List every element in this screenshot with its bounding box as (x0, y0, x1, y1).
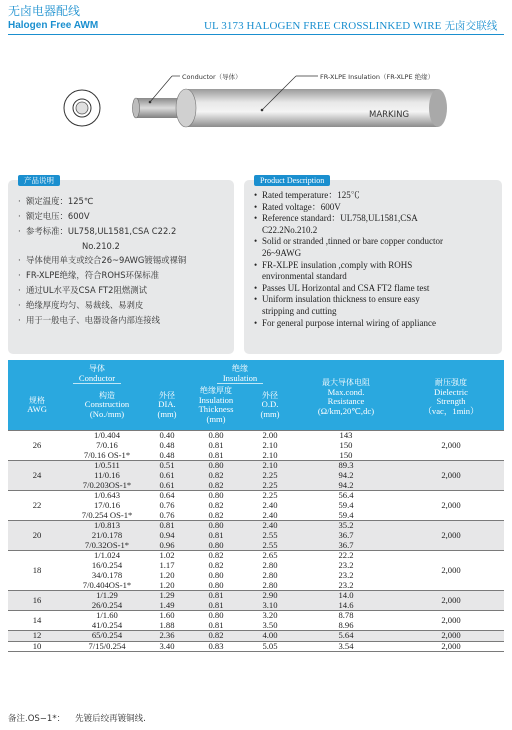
footnote-text: 先镀后绞再镀铜线. (75, 714, 146, 724)
cell-resistance: 3.54 (294, 641, 398, 652)
cell-resistance: 23.2 (294, 581, 398, 591)
list-item: • Solid or stranded ,tinned or bare copper conductor 26~9AWG (254, 236, 443, 258)
table-row (8, 521, 504, 531)
list-item: • Uniform insulation thickness to ensure easy stripping and cutting (254, 294, 420, 316)
cell-resistance: 36.7 (294, 541, 398, 551)
cell-diameter: 1.20 (148, 571, 186, 581)
cell-od: 2.25 (246, 481, 294, 491)
cell-diameter: 2.36 (148, 631, 186, 642)
cell-thickness: 0.82 (186, 561, 246, 571)
cell-od: 3.20 (246, 611, 294, 621)
cell-construction: 41/0.254 (66, 621, 148, 631)
cell-od: 2.10 (246, 461, 294, 471)
cell-dielectric: 2,000 (398, 491, 504, 521)
cell-resistance: 8.96 (294, 621, 398, 631)
header-diameter: 外径 DIA. (mm) (148, 384, 186, 431)
cell-awg: 20 (8, 521, 66, 551)
cell-diameter: 0.76 (148, 501, 186, 511)
list-item: • Rated voltage：600V (254, 201, 341, 212)
cell-thickness: 0.81 (186, 441, 246, 451)
cell-construction: 34/0.178 (66, 571, 148, 581)
cell-od: 2.80 (246, 571, 294, 581)
cell-construction: 21/0.178 (66, 531, 148, 541)
cell-od: 2.65 (246, 551, 294, 561)
cell-diameter: 0.48 (148, 441, 186, 451)
table-row (8, 641, 504, 652)
header-insulation: 绝缘 Insulation (186, 360, 294, 384)
cell-dielectric: 2,000 (398, 641, 504, 652)
cell-construction: 1/1.024 (66, 551, 148, 561)
cell-resistance: 59.4 (294, 511, 398, 521)
cell-od: 2.40 (246, 521, 294, 531)
cell-diameter: 0.48 (148, 451, 186, 461)
brand-header (8, 4, 98, 32)
cell-thickness: 0.83 (186, 641, 246, 652)
cell-od: 2.25 (246, 491, 294, 501)
cell-resistance: 35.2 (294, 521, 398, 531)
cell-resistance: 94.2 (294, 471, 398, 481)
cell-diameter: 0.61 (148, 481, 186, 491)
header-divider (8, 34, 504, 35)
cell-od: 2.25 (246, 471, 294, 481)
cell-construction: 1/1.29 (66, 591, 148, 601)
cell-construction: 7/0.32OS-1* (66, 541, 148, 551)
cell-construction: 16/0.254 (66, 561, 148, 571)
spec-table-body (8, 431, 504, 652)
cell-thickness: 0.82 (186, 511, 246, 521)
cell-thickness: 0.80 (186, 541, 246, 551)
spec-table-header (8, 360, 504, 431)
cell-thickness: 0.82 (186, 631, 246, 642)
cell-construction: 7/0.16 OS-1* (66, 451, 148, 461)
list-item: · 用于一般电子、电器设备内部连接线 (18, 315, 160, 326)
cell-construction: 7/0.16 (66, 441, 148, 451)
cell-construction: 1/1.60 (66, 611, 148, 621)
header-awg: 规格 AWG (8, 384, 66, 431)
cell-resistance: 36.7 (294, 531, 398, 541)
table-row (8, 591, 504, 601)
cell-thickness: 0.81 (186, 531, 246, 541)
header-thickness: 绝缘厚度 Insulation Thickness (mm) (186, 384, 246, 431)
cell-dielectric: 2,000 (398, 461, 504, 491)
description-list-en (254, 190, 496, 329)
cell-awg: 22 (8, 491, 66, 521)
cell-construction: 1/0.404 (66, 431, 148, 441)
cell-thickness: 0.82 (186, 471, 246, 481)
cell-od: 2.40 (246, 511, 294, 521)
cell-diameter: 1.02 (148, 551, 186, 561)
cell-od: 2.10 (246, 451, 294, 461)
list-item: • FR-XLPE insulation ,comply with ROHS environmental standard (254, 259, 413, 282)
cell-construction: 17/0.16 (66, 501, 148, 511)
list-item: • Reference standard：UL758,UL1581,CSA C22.2No.210.2 (254, 213, 418, 235)
cell-diameter: 0.51 (148, 461, 186, 471)
product-title-en: UL 3173 HALOGEN FREE CROSSLINKED WIRE (204, 20, 442, 32)
spec-table (8, 360, 504, 652)
cell-construction: 7/0.404OS-1* (66, 581, 148, 591)
list-item: • For general purpose internal wiring of appliance (254, 317, 436, 328)
cell-dielectric: 2,000 (398, 551, 504, 591)
cell-construction: 11/0.16 (66, 471, 148, 481)
cell-dielectric: 2,000 (398, 631, 504, 642)
description-panel-cn (8, 176, 234, 354)
cell-resistance: 59.4 (294, 501, 398, 511)
cell-awg: 16 (8, 591, 66, 611)
cell-diameter: 1.17 (148, 561, 186, 571)
cell-awg: 10 (8, 641, 66, 652)
table-row (8, 611, 504, 621)
cell-dielectric: 2,000 (398, 611, 504, 631)
cell-resistance: 56.4 (294, 491, 398, 501)
cell-resistance: 23.2 (294, 561, 398, 571)
footnote (8, 712, 146, 724)
cell-thickness: 0.81 (186, 621, 246, 631)
cell-od: 3.50 (246, 621, 294, 631)
cell-diameter: 1.20 (148, 581, 186, 591)
cell-construction: 65/0.254 (66, 631, 148, 642)
cell-construction: 1/0.511 (66, 461, 148, 471)
list-item: · 通过UL水平及CSA FT2阻燃测试 (18, 285, 147, 296)
cell-diameter: 0.96 (148, 541, 186, 551)
table-row (8, 491, 504, 501)
list-item: · 额定电压：600V (18, 211, 90, 222)
footnote-label: 备注.OS−1*： (8, 714, 66, 724)
list-item: · 参考标准：UL758,UL1581,CSA C22.2 No.210.2 (18, 226, 177, 251)
list-item: · 导体使用单支或绞合26~9AWG镀锡或裸铜 (18, 254, 187, 265)
description-list-cn (18, 194, 228, 329)
cell-construction: 7/15/0.254 (66, 641, 148, 652)
table-row (8, 431, 504, 441)
cell-od: 2.90 (246, 591, 294, 601)
cell-dielectric: 2,000 (398, 431, 504, 461)
cell-diameter: 0.64 (148, 491, 186, 501)
category-title-en: Halogen Free AWM (8, 20, 99, 31)
product-title (204, 18, 497, 33)
cell-construction: 1/0.643 (66, 491, 148, 501)
table-row (8, 551, 504, 561)
cell-diameter: 3.40 (148, 641, 186, 652)
cell-thickness: 0.80 (186, 581, 246, 591)
cell-resistance: 23.2 (294, 571, 398, 581)
cross-section-icon (64, 90, 100, 126)
cell-diameter: 0.40 (148, 431, 186, 441)
cell-od: 5.05 (246, 641, 294, 652)
table-row (8, 461, 504, 471)
description-tag-cn: 产品说明 (18, 175, 60, 186)
header-dielectric: 耐压强度 Dielectric Strength （vac，1min） (398, 360, 504, 431)
cell-resistance: 22.2 (294, 551, 398, 561)
header-od: 外径 O.D. (mm) (246, 384, 294, 431)
list-item: • Passes UL Horizontal and CSA FT2 flame test (254, 282, 430, 293)
description-tag-en: Product Description (254, 175, 330, 186)
cell-awg: 18 (8, 551, 66, 591)
cell-thickness: 0.80 (186, 461, 246, 471)
cell-thickness: 0.82 (186, 481, 246, 491)
cell-od: 2.55 (246, 531, 294, 541)
cell-od: 3.10 (246, 601, 294, 611)
cell-resistance: 143 (294, 431, 398, 441)
cell-awg: 14 (8, 611, 66, 631)
table-row (8, 631, 504, 642)
cell-resistance: 14.6 (294, 601, 398, 611)
cell-thickness: 0.81 (186, 601, 246, 611)
cell-diameter: 0.81 (148, 521, 186, 531)
cell-thickness: 0.81 (186, 451, 246, 461)
cell-resistance: 94.2 (294, 481, 398, 491)
list-item: · FR-XLPE绝缘，符合ROHS环保标准 (18, 269, 160, 280)
cell-od: 2.40 (246, 501, 294, 511)
cable-diagram (0, 60, 512, 150)
cell-thickness: 0.82 (186, 551, 246, 561)
cell-resistance: 89.3 (294, 461, 398, 471)
cell-resistance: 150 (294, 441, 398, 451)
marking-text: MARKING (369, 110, 410, 120)
conductor-label: Conductor（导体） (182, 73, 242, 81)
cell-construction: 26/0.254 (66, 601, 148, 611)
cell-diameter: 0.76 (148, 511, 186, 521)
cell-awg: 24 (8, 461, 66, 491)
cell-diameter: 1.29 (148, 591, 186, 601)
cell-construction: 7/0.254 OS-1* (66, 511, 148, 521)
insulation-label: FR-XLPE Insulation（FR-XLPE 绝缘） (320, 73, 435, 81)
cell-resistance: 150 (294, 451, 398, 461)
cell-awg: 12 (8, 631, 66, 642)
header-construction: 构造 Construction (No./mm) (66, 384, 148, 431)
cell-od: 2.10 (246, 441, 294, 451)
header-conductor: 导体 Conductor (8, 360, 186, 384)
cell-thickness: 0.80 (186, 521, 246, 531)
cell-od: 2.80 (246, 581, 294, 591)
cell-awg: 26 (8, 431, 66, 461)
description-panel-en (244, 176, 502, 354)
cell-construction: 7/0.203OS-1* (66, 481, 148, 491)
cell-thickness: 0.80 (186, 571, 246, 581)
cell-od: 2.80 (246, 561, 294, 571)
cell-diameter: 0.61 (148, 471, 186, 481)
cell-thickness: 0.80 (186, 491, 246, 501)
cell-construction: 1/0.813 (66, 521, 148, 531)
header-resistance: 最大导体电阻 Max.cond. Resistance (Ω/km,20℃,dc) (294, 360, 398, 431)
cell-thickness: 0.80 (186, 431, 246, 441)
cell-thickness: 0.81 (186, 591, 246, 601)
cell-od: 4.00 (246, 631, 294, 642)
cell-diameter: 1.88 (148, 621, 186, 631)
product-title-cn: 无卤交联线 (444, 20, 498, 32)
insulation-jacket (176, 89, 447, 127)
cell-diameter: 1.49 (148, 601, 186, 611)
cell-diameter: 1.60 (148, 611, 186, 621)
category-title-cn: 无卤电器配线 (8, 4, 81, 18)
cell-thickness: 0.82 (186, 501, 246, 511)
cell-dielectric: 2,000 (398, 521, 504, 551)
cell-resistance: 8.78 (294, 611, 398, 621)
list-item: · 额定温度：125℃ (18, 196, 94, 206)
cell-od: 2.55 (246, 541, 294, 551)
list-item: · 绝缘厚度均匀、易裁线、易剥皮 (18, 300, 144, 311)
cell-resistance: 14.0 (294, 591, 398, 601)
cell-diameter: 0.94 (148, 531, 186, 541)
list-item: • Rated temperature：125℃ (254, 190, 360, 200)
cell-dielectric: 2,000 (398, 591, 504, 611)
cell-thickness: 0.80 (186, 611, 246, 621)
cell-od: 2.00 (246, 431, 294, 441)
cell-resistance: 5.64 (294, 631, 398, 642)
